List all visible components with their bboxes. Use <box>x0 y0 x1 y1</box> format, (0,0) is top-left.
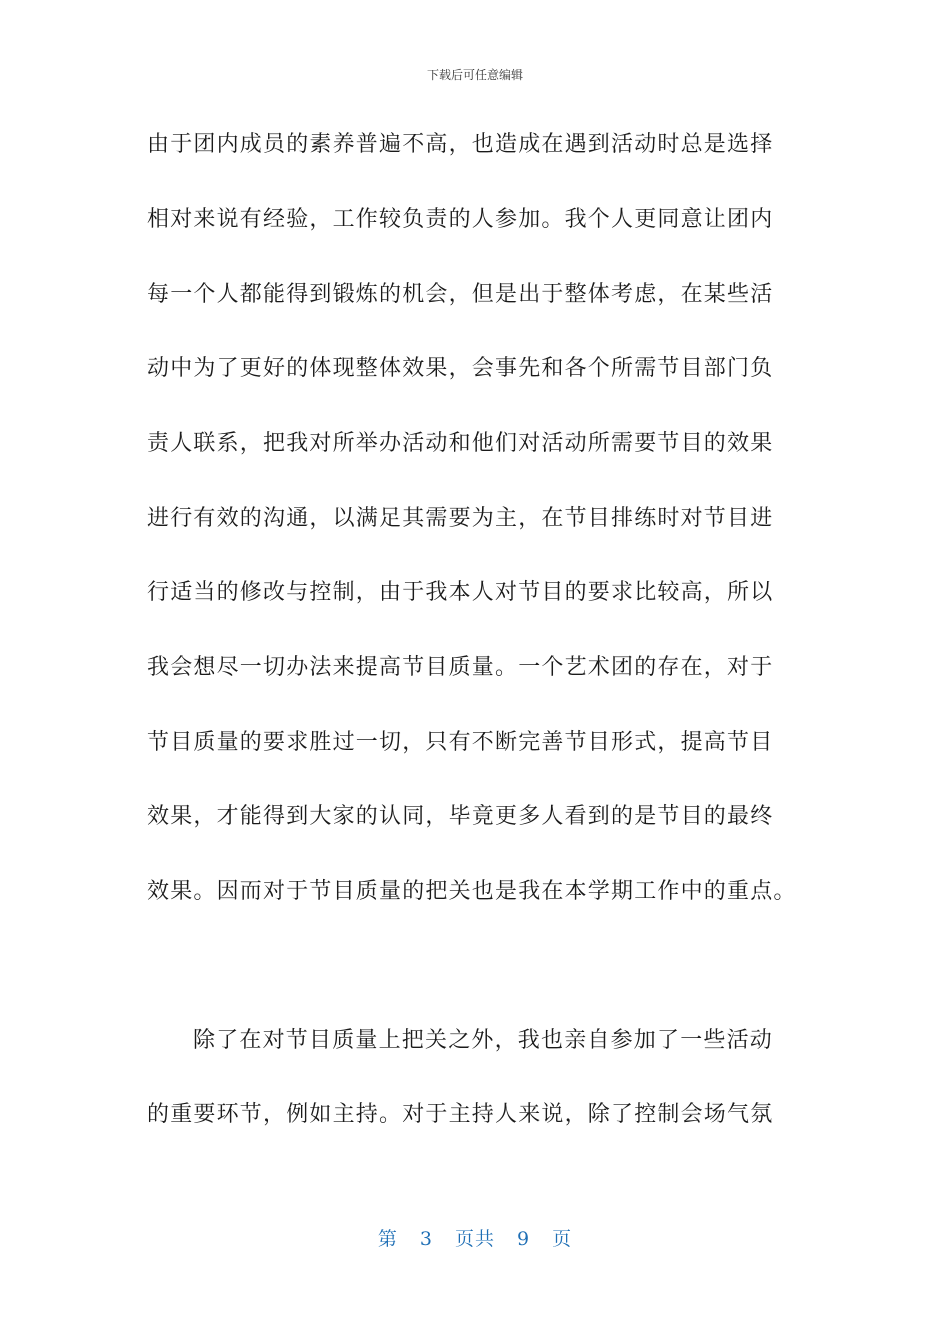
text-line-indented: 除了在对节目质量上把关之外，我也亲自参加了一些活动 <box>193 1028 774 1053</box>
text-line: 节目质量的要求胜过一切，只有不断完善节目形式，提高节目 <box>147 730 774 755</box>
text-line: 动中为了更好的体现整体效果，会事先和各个所需节目部门负 <box>147 356 774 381</box>
footer-middle: 页共 <box>454 1228 495 1250</box>
text-line: 由于团内成员的素养普遍不高，也造成在遇到活动时总是选择 <box>147 132 774 157</box>
page-header: 下载后可任意编辑 <box>426 68 523 82</box>
text-line: 每一个人都能得到锻炼的机会，但是出于整体考虑，在某些活 <box>147 282 774 307</box>
text-line: 的重要环节，例如主持。对于主持人来说，除了控制会场气氛 <box>147 1102 774 1127</box>
text-line: 责人联系，把我对所举办活动和他们对活动所需要节目的效果 <box>147 431 774 456</box>
text-line: 相对来说有经验，工作较负责的人参加。我个人更同意让团内 <box>147 207 774 232</box>
page-footer <box>0 1224 950 1251</box>
text-line: 我会想尽一切办法来提高节目质量。一个艺术团的存在，对于 <box>147 655 774 680</box>
text-line: 进行有效的沟通，以满足其需要为主，在节目排练时对节目进 <box>147 506 774 531</box>
footer-prefix: 第 <box>377 1228 398 1250</box>
footer-total-pages: 9 <box>517 1228 531 1250</box>
text-line: 行适当的修改与控制，由于我本人对节目的要求比较高，所以 <box>147 580 774 605</box>
footer-current-page: 3 <box>419 1228 433 1250</box>
text-line: 效果，才能得到大家的认同，毕竟更多人看到的是节目的最终 <box>147 804 774 829</box>
footer-suffix: 页 <box>552 1228 573 1250</box>
text-line: 效果。因而对于节目质量的把关也是我在本学期工作中的重点。 <box>147 879 797 904</box>
